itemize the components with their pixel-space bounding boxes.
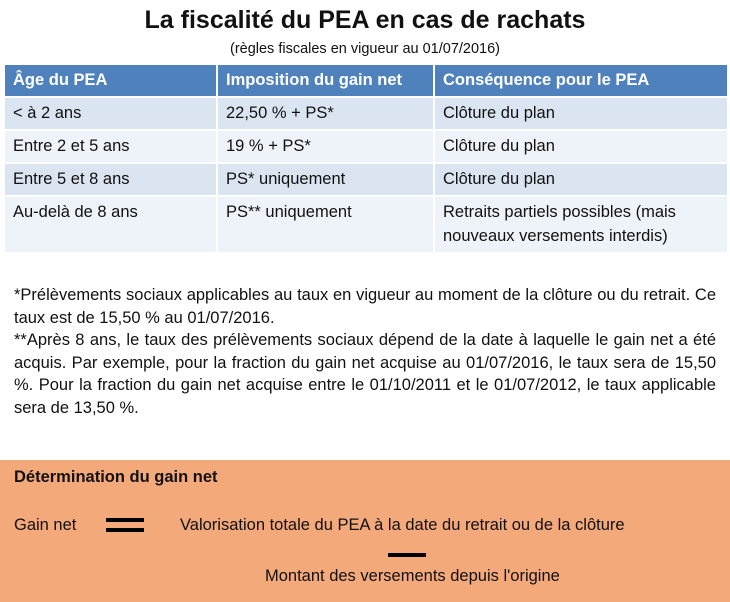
cell-taxation: PS** uniquement [217, 196, 434, 252]
footnote-ps-after-8-years: **Après 8 ans, le taux des prélèvements sociaux dépend de la date à laquelle le gain net a été acquis. Par exemple, pour la fraction du gain net acquise au 01/07/2016, le taux sera de 15,50 %. Pour la fraction du gain net acquise entre le 01/10/2011 et le 01/07/2012, le taux applicable sera de 13,50 %. [14, 331, 716, 417]
table-row [5, 196, 727, 252]
footnotes [14, 284, 716, 419]
table-header-row [5, 65, 727, 97]
cell-age: Entre 2 et 5 ans [5, 130, 217, 163]
cell-age: < à 2 ans [5, 97, 217, 130]
page-title: La fiscalité du PEA en cas de rachats [144, 6, 586, 34]
formula-deposits-amount: Montant des versements depuis l'origine [265, 567, 560, 585]
cell-age: Entre 5 et 8 ans [5, 163, 217, 196]
footnote-ps: *Prélèvements sociaux applicables au taux en vigueur au moment de la clôture ou du retrait. Ce taux est de 15,50 % au 01/07/2016. [14, 286, 716, 327]
column-header-taxation: Imposition du gain net [217, 65, 434, 97]
formula-lhs: Gain net [14, 516, 77, 534]
cell-consequence: Retraits partiels possibles (mais nouveaux versements interdis) [434, 196, 727, 252]
column-header-consequence: Conséquence pour le PEA [434, 65, 727, 97]
cell-consequence: Clôture du plan [434, 163, 727, 196]
table-row [5, 163, 727, 196]
cell-consequence: Clôture du plan [434, 97, 727, 130]
column-header-age: Âge du PEA [5, 65, 217, 97]
tax-table [5, 65, 727, 252]
page-subtitle: (règles fiscales en vigueur au 01/07/2016) [229, 41, 501, 57]
equals-sign-icon [106, 518, 144, 534]
minus-sign-icon [388, 553, 426, 557]
formula-title: Détermination du gain net [14, 468, 218, 486]
cell-consequence: Clôture du plan [434, 130, 727, 163]
cell-taxation: PS* uniquement [217, 163, 434, 196]
cell-taxation: 22,50 % + PS* [217, 97, 434, 130]
cell-taxation: 19 % + PS* [217, 130, 434, 163]
cell-age: Au-delà de 8 ans [5, 196, 217, 252]
net-gain-formula-box [0, 460, 730, 602]
table-row [5, 97, 727, 130]
formula-total-valuation: Valorisation totale du PEA à la date du retrait ou de la clôture [180, 516, 625, 534]
table-row [5, 130, 727, 163]
